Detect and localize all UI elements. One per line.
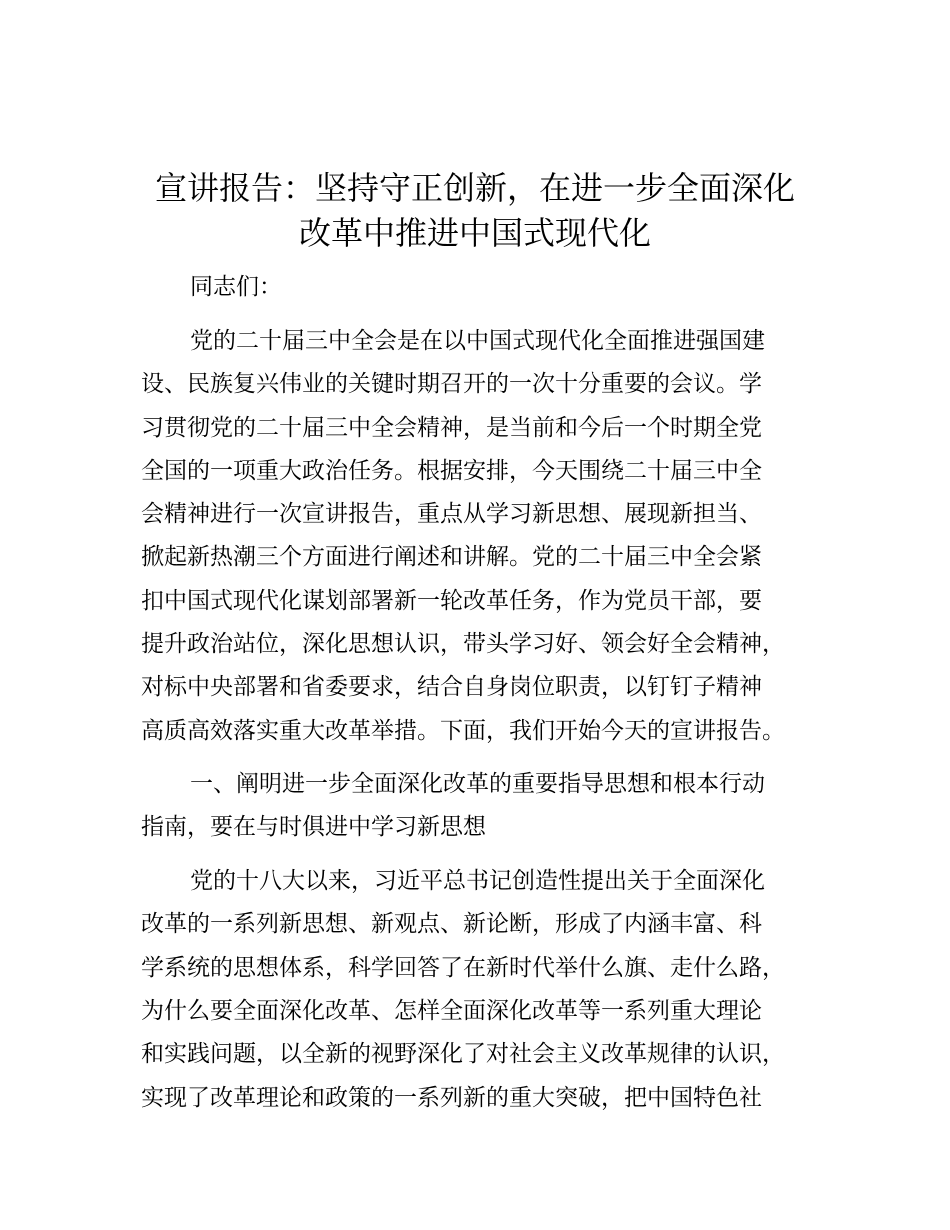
- paragraph-line: 实现了改革理论和政策的一系列新的重大突破，把中国特色社: [141, 1085, 762, 1111]
- salutation: 同志们：: [190, 274, 282, 300]
- paragraph-line: 全国的一项重大政治任务。根据安排，今天围绕二十届三中全: [141, 458, 762, 484]
- section-heading-line: 一、阐明进一步全面深化改革的重要指导思想和根本行动: [190, 771, 765, 797]
- paragraph-line: 习贯彻党的二十届三中全会精神，是当前和今后一个时期全党: [141, 415, 762, 441]
- paragraph-line: 掀起新热潮三个方面进行阐述和讲解。党的二十届三中全会紧: [141, 544, 762, 570]
- paragraph-line: 提升政治站位，深化思想认识，带头学习好、领会好全会精神，: [141, 631, 785, 657]
- paragraph-line: 为什么要全面深化改革、怎样全面深化改革等一系列重大理论: [141, 998, 762, 1024]
- document-title-line-2: 改革中推进中国式现代化: [298, 214, 651, 252]
- paragraph-line: 扣中国式现代化谋划部署新一轮改革任务，作为党员干部，要: [141, 588, 762, 614]
- paragraph-line: 党的二十届三中全会是在以中国式现代化全面推进强国建: [190, 328, 765, 354]
- paragraph-line: 设、民族复兴伟业的关键时期召开的一次十分重要的会议。学: [141, 371, 762, 397]
- paragraph-line: 学系统的思想体系，科学回答了在新时代举什么旗、走什么路，: [141, 955, 785, 981]
- paragraph-line: 高质高效落实重大改革举措。下面，我们开始今天的宣讲报告。: [141, 718, 785, 744]
- section-heading-line: 指南，要在与时俱进中学习新思想: [141, 814, 486, 840]
- paragraph-line: 会精神进行一次宣讲报告，重点从学习新思想、展现新担当、: [141, 501, 762, 527]
- paragraph-line: 党的十八大以来，习近平总书记创造性提出关于全面深化: [190, 868, 765, 894]
- document-title-line-1: 宣讲报告：坚持守正创新，在进一步全面深化: [154, 169, 795, 207]
- paragraph-line: 改革的一系列新思想、新观点、新论断，形成了内涵丰富、科: [141, 911, 762, 937]
- paragraph-line: 和实践问题，以全新的视野深化了对社会主义改革规律的认识，: [141, 1041, 785, 1067]
- paragraph-line: 对标中央部署和省委要求，结合自身岗位职责，以钉钉子精神: [141, 674, 762, 700]
